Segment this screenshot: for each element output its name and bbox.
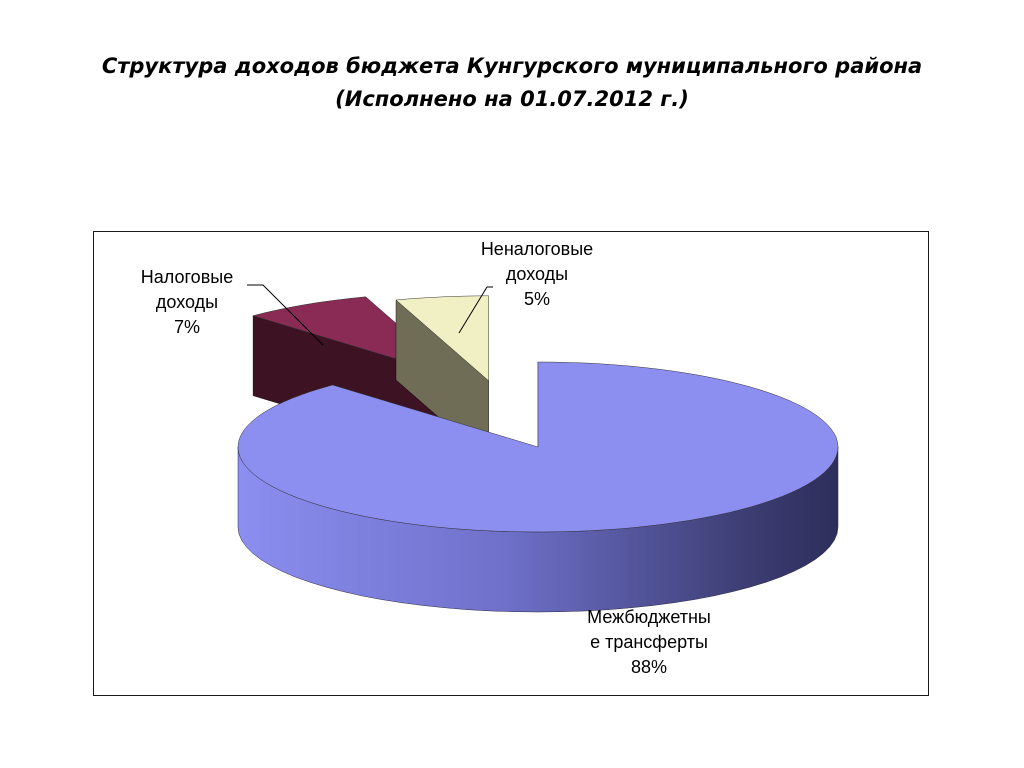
- chart-title-line-2: (Исполнено на 01.07.2012 г.): [335, 87, 689, 111]
- slice-label-line: е трансферты: [590, 632, 708, 652]
- chart-title-line-1: Структура доходов бюджета Кунгурского муниципального района: [101, 54, 923, 78]
- slice-label-line: 88%: [630, 657, 668, 677]
- pie-chart: [94, 232, 928, 695]
- slice-label-1: [141, 267, 233, 337]
- slice-label-line: Межбюджетны: [587, 607, 711, 627]
- slice-label-line: доходы: [505, 264, 569, 284]
- slice-label-0: [587, 607, 711, 677]
- slice-label-2: [481, 239, 593, 309]
- pie-slice-top: [238, 362, 838, 532]
- slice-label-line: 5%: [523, 289, 551, 309]
- chart-frame: [93, 231, 929, 696]
- pie-slice-0: [238, 362, 838, 612]
- slice-label-line: Неналоговые: [480, 239, 594, 259]
- slice-label-line: 7%: [173, 317, 201, 337]
- chart-title: [0, 50, 1024, 116]
- slice-label-line: доходы: [155, 292, 219, 312]
- slice-label-line: Налоговые: [140, 267, 234, 287]
